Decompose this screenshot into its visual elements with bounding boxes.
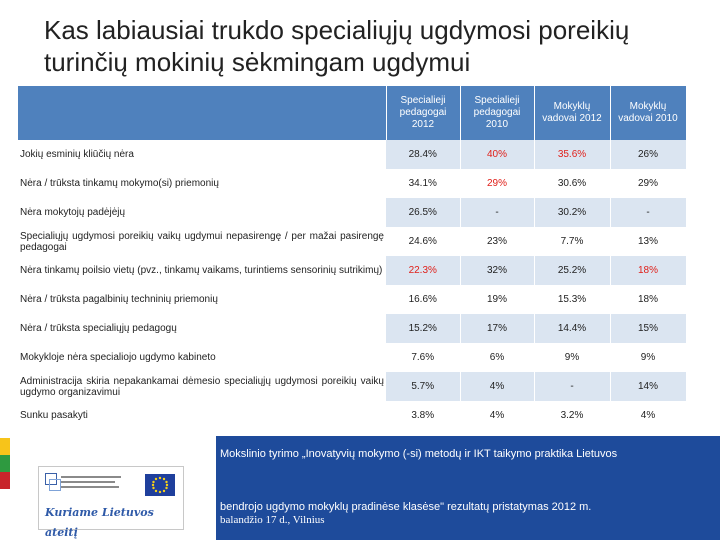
flag-stripe-green	[0, 455, 10, 472]
cell-value: 28.4%	[386, 140, 460, 169]
cell-value: 35.6%	[534, 140, 610, 169]
cell-value: 16.6%	[386, 285, 460, 314]
row-label: Mokykloje nėra specialiojo ugdymo kabineto	[20, 352, 216, 363]
lithuanian-flag-stripes	[0, 438, 10, 489]
cell-value: 9%	[610, 343, 686, 372]
row-label: Sunku pasakyti	[20, 410, 88, 421]
results-table	[18, 86, 687, 430]
column-header: Specialieji pedagogai 2010	[460, 86, 534, 140]
cell-value: 29%	[610, 169, 686, 198]
table-header-row	[18, 86, 686, 140]
cell-value: 30.6%	[534, 169, 610, 198]
cell-value: 3.2%	[534, 401, 610, 430]
cell-value: 24.6%	[386, 227, 460, 256]
cell-value: 6%	[460, 343, 534, 372]
text-lines-icon	[61, 475, 127, 493]
ministry-text-lines-icon	[61, 475, 129, 494]
cell-value: -	[460, 198, 534, 227]
table-row	[18, 256, 686, 285]
cell-value: 22.3%	[386, 256, 460, 285]
flag-stripe-yellow	[0, 438, 10, 455]
table-row	[18, 169, 686, 198]
cell-value: 26%	[610, 140, 686, 169]
cell-value: 19%	[460, 285, 534, 314]
ministry-emblem	[45, 473, 127, 495]
row-label: Nėra / trūksta pagalbinių techninių priemonių	[20, 294, 218, 305]
cell-value: 29%	[460, 169, 534, 198]
row-label: Specialiųjų ugdymosi poreikių vaikų ugdymui nepasirengę / per mažai pasirengę pedagogai	[20, 230, 384, 253]
table-row	[18, 401, 686, 430]
row-label: Nėra / trūksta specialiųjų pedagogų	[20, 323, 177, 334]
eu-funds-logo	[38, 466, 184, 539]
flag-stripe-red	[0, 472, 10, 489]
row-label: Nėra tinkamų poilsio vietų (pvz., tinkamų vaikams, turintiems sensorinių sutrikimų)	[20, 265, 383, 276]
cell-value: 15.2%	[386, 314, 460, 343]
cell-value: 17%	[460, 314, 534, 343]
cell-value: 18%	[610, 256, 686, 285]
cell-value: 4%	[460, 372, 534, 401]
row-label: Jokių esminių kliūčių nėra	[20, 149, 134, 160]
cell-value: -	[534, 372, 610, 401]
table-row	[18, 285, 686, 314]
row-label: Nėra mokytojų padėjėjų	[20, 207, 126, 218]
cell-value: 25.2%	[534, 256, 610, 285]
column-header: Mokyklų vadovai 2010	[610, 86, 686, 140]
cell-value: 4%	[610, 401, 686, 430]
cell-value: 34.1%	[386, 169, 460, 198]
cell-value: 5.7%	[386, 372, 460, 401]
cell-value: 30.2%	[534, 198, 610, 227]
slide-title: Kas labiausiai trukdo specialiųjų ugdymosi poreikių turinčių mokinių sėkmingam ugdymui	[44, 15, 630, 77]
footer-banner	[216, 436, 720, 540]
row-label: Nėra / trūksta tinkamų mokymo(si) priemonių	[20, 178, 219, 189]
footer-line-1: Mokslinio tyrimo „Inovatyvių mokymo (-si) metodų ir IKT taikymo praktika Lietuvos	[220, 448, 618, 460]
cell-value: 40%	[460, 140, 534, 169]
eu-flag-icon	[145, 474, 175, 496]
emblem-square-icon	[49, 479, 61, 491]
table-row	[18, 140, 686, 169]
cell-value: -	[610, 198, 686, 227]
footer-line-2: bendrojo ugdymo mokyklų pradinėse klasėse" rezultatų pristatymas 2012 m.	[220, 501, 592, 513]
column-header: Mokyklų vadovai 2012	[534, 86, 610, 140]
logo-slogan: Kuriame Lietuvos ateitį	[45, 506, 154, 539]
cell-value: 7.7%	[534, 227, 610, 256]
row-label: Administracija skiria nepakankamai dėmesio specialiųjų ugdymosi poreikių vaikų ugdymo organizavimui	[20, 375, 384, 398]
cell-value: 18%	[610, 285, 686, 314]
cell-value: 3.8%	[386, 401, 460, 430]
table-row	[18, 198, 686, 227]
cell-value: 7.6%	[386, 343, 460, 372]
table-row	[18, 343, 686, 372]
column-header: Specialieji pedagogai 2012	[386, 86, 460, 140]
cell-value: 15%	[610, 314, 686, 343]
table-row	[18, 314, 686, 343]
cell-value: 9%	[534, 343, 610, 372]
cell-value: 14.4%	[534, 314, 610, 343]
cell-value: 26.5%	[386, 198, 460, 227]
cell-value: 15.3%	[534, 285, 610, 314]
header-corner	[18, 86, 386, 140]
cell-value: 23%	[460, 227, 534, 256]
eu-stars-icon	[145, 474, 175, 496]
table-row	[18, 227, 686, 256]
cell-value: 14%	[610, 372, 686, 401]
cell-value: 13%	[610, 227, 686, 256]
table-row	[18, 372, 686, 401]
cell-value: 4%	[460, 401, 534, 430]
footer-line-3: balandžio 17 d., Vilnius	[220, 514, 325, 526]
cell-value: 32%	[460, 256, 534, 285]
